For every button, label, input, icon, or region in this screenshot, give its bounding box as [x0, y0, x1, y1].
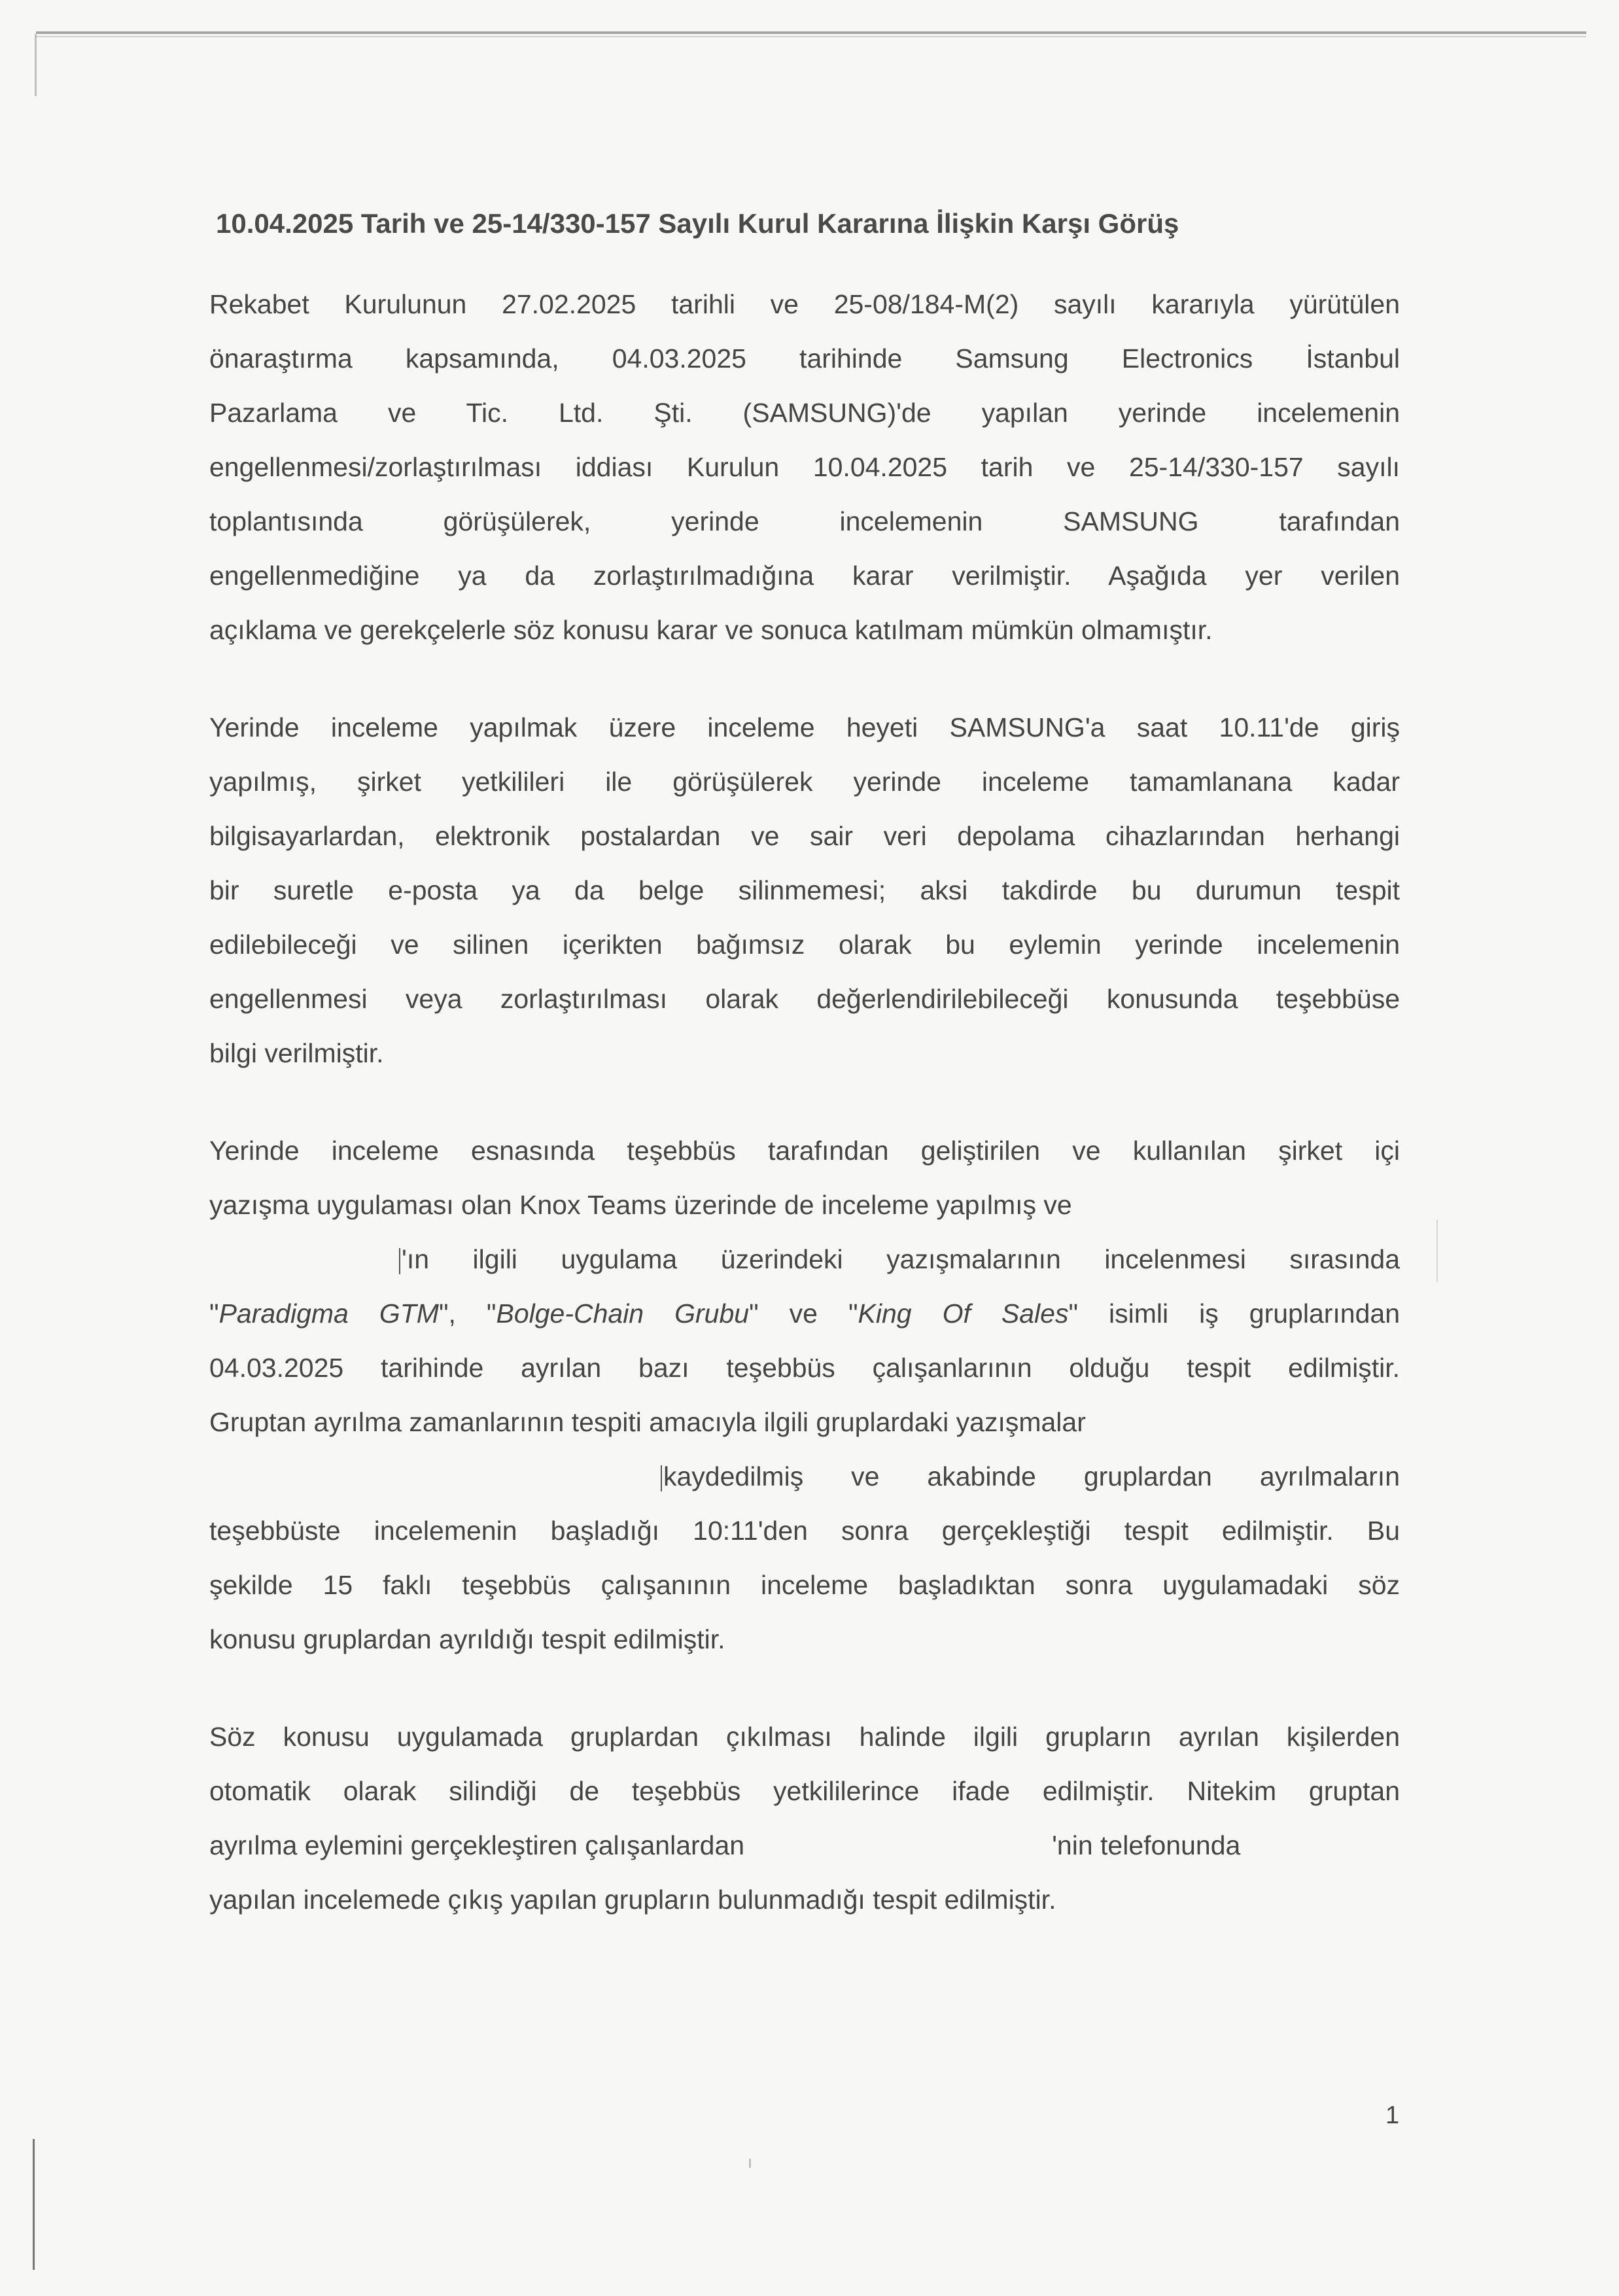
p2-line: edilebileceği ve silinen içerikten bağımsız olarak bu eylemin yerinde incelemenin [209, 930, 1400, 960]
redaction-mark [399, 1248, 400, 1274]
group-name-king-of-sales: King Of Sales [858, 1298, 1069, 1329]
p1-line: açıklama ve gerekçelerle söz konusu karar ve sonuca katılmam mümkün olmamıştır. [209, 615, 1213, 645]
p4-line: yapılan incelemede çıkış yapılan grupların bulunmadığı tespit edilmiştir. [209, 1885, 1056, 1915]
document-body [209, 208, 1400, 1970]
page-number: 1 [1385, 2102, 1400, 2129]
paragraph-3 [209, 1124, 1400, 1667]
paragraph-4 [209, 1710, 1400, 1927]
p2-line: Yerinde inceleme yapılmak üzere inceleme heyeti SAMSUNG'a saat 10.11'de giriş [209, 712, 1400, 742]
p1-line: önaraştırma kapsamında, 04.03.2025 tarihinde Samsung Electronics İstanbul [209, 343, 1400, 374]
paragraph-2 [209, 701, 1400, 1081]
quote-sep: ", " [438, 1298, 496, 1329]
p3-line: şekilde 15 faklı teşebbüs çalışanının inceleme başladıktan sonra uygulamadaki söz [209, 1570, 1400, 1600]
p2-line: yapılmış, şirket yetkilileri ile görüşülerek yerinde inceleme tamamlanana kadar [209, 767, 1400, 797]
redaction-mark [661, 1465, 662, 1491]
p3-line: teşebbüste incelemenin başladığı 10:11'den sonra gerçekleştiği tespit edilmiştir. Bu [209, 1516, 1400, 1546]
p2-line: bilgisayarlardan, elektronik postalardan ve sair veri depolama cihazlarından herhangi [209, 821, 1400, 851]
scan-border-top-shadow [36, 36, 1586, 37]
p3-line4-tail: " isimli iş gruplarından [1068, 1298, 1400, 1329]
paragraph-1 [209, 277, 1400, 657]
scan-border-left-top [35, 34, 37, 96]
p4-line3a: ayrılma eylemini gerçekleştiren çalışanlardan [209, 1830, 745, 1860]
p1-line: toplantısında görüşülerek, yerinde incelemenin SAMSUNG tarafından [209, 506, 1400, 536]
p3-line-redacted [209, 1450, 1400, 1504]
p4-line: Söz konusu uygulamada gruplardan çıkılması halinde ilgili grupların ayrılan kişilerden [209, 1722, 1400, 1752]
scan-border-left-bottom [33, 2139, 35, 2270]
quote-sep: " ve " [749, 1298, 858, 1329]
scan-mark-right [1436, 1220, 1438, 1282]
p3-line: yazışma uygulaması olan Knox Teams üzerinde de inceleme yapılmış ve [209, 1190, 1072, 1220]
p2-line: bilgi verilmiştir. [209, 1038, 384, 1068]
document-title: 10.04.2025 Tarih ve 25-14/330-157 Sayılı Kurul Kararına İlişkin Karşı Görüş [216, 208, 1179, 239]
p1-line: engellenmediğine ya da zorlaştırılmadığına karar verilmiştir. Aşağıda yer verilen [209, 561, 1400, 591]
p3-line: konusu gruplardan ayrıldığı tespit edilmiştir. [209, 1624, 725, 1654]
p3-line7-text: kaydedilmiş ve akabinde gruplardan ayrılmaların [663, 1461, 1400, 1491]
p1-line: engellenmesi/zorlaştırılması iddiası Kurulun 10.04.2025 tarih ve 25-14/330-157 sayılı [209, 452, 1400, 482]
scan-dot [749, 2159, 751, 2168]
scan-border-top [36, 31, 1586, 34]
p1-line: Pazarlama ve Tic. Ltd. Şti. (SAMSUNG)'de yapılan yerinde incelemenin [209, 398, 1400, 428]
p4-line: otomatik olarak silindiği de teşebbüs yetkililerince ifade edilmiştir. Nitekim gruptan [209, 1776, 1400, 1806]
quote-open: " [209, 1298, 219, 1329]
p4-line3b: 'nin telefonunda [1052, 1830, 1241, 1860]
p3-line: 04.03.2025 tarihinde ayrılan bazı teşebbüs çalışanlarının olduğu tespit edilmiştir. [209, 1353, 1400, 1383]
p2-line: bir suretle e-posta ya da belge silinmemesi; aksi takdirde bu durumun tespit [209, 875, 1400, 905]
group-name-paradigma: Paradigma GTM [218, 1298, 439, 1329]
p1-line: Rekabet Kurulunun 27.02.2025 tarihli ve 25-08/184-M(2) sayılı kararıyla yürütülen [209, 289, 1400, 319]
group-name-bolge-chain: Bolge-Chain Grubu [496, 1298, 750, 1329]
p3-line: Yerinde inceleme esnasında teşebbüs tarafından geliştirilen ve kullanılan şirket içi [209, 1136, 1400, 1166]
p3-line-groups [209, 1287, 1400, 1341]
p2-line: engellenmesi veya zorlaştırılması olarak değerlendirilebileceği konusunda teşebbüse [209, 984, 1400, 1014]
p3-line: Gruptan ayrılma zamanlarının tespiti amacıyla ilgili gruplardaki yazışmalar [209, 1407, 1086, 1437]
p3-line3-text: 'ın ilgili uygulama üzerindeki yazışmalarının incelenmesi sırasında [402, 1244, 1400, 1274]
p3-line-redacted [209, 1232, 1400, 1287]
p4-line-redacted [209, 1818, 1400, 1873]
